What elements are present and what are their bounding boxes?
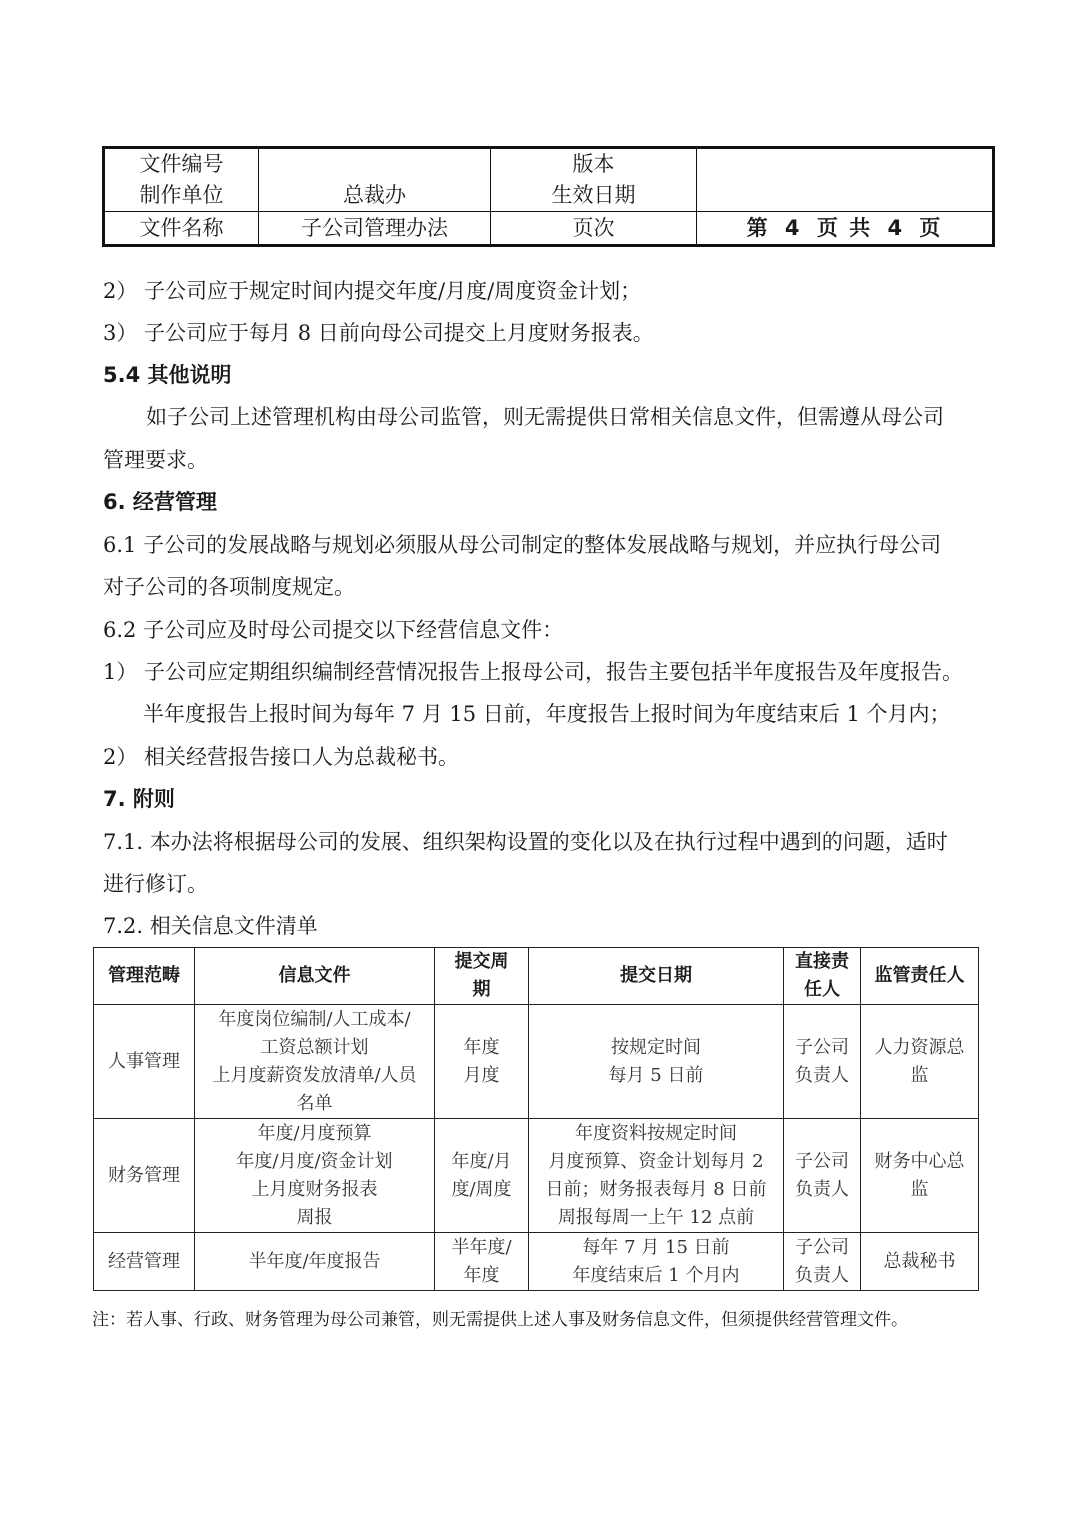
cell-line: 年度岗位编制/人工成本/ bbox=[218, 1008, 411, 1030]
cell-line: 日前；财务报表每月 8 日前 bbox=[545, 1178, 767, 1200]
cell-line: 负责人 bbox=[795, 1064, 849, 1086]
col-header-files: 信息文件 bbox=[195, 948, 435, 1005]
list-item: 2） 子公司应于规定时间内提交年度/月度/周度资金计划； bbox=[103, 279, 642, 303]
paragraph-5-4: 如子公司上述管理机构由母公司监管，则无需提供日常相关信息文件，但需遵从母公司 bbox=[146, 405, 944, 429]
cell-line: 半年度/年度报告 bbox=[248, 1250, 381, 1272]
paragraph-6-2: 6.2 子公司应及时母公司提交以下经营信息文件： bbox=[103, 618, 564, 642]
table-row bbox=[94, 1119, 979, 1233]
cell-line: 监 bbox=[910, 1178, 929, 1200]
cell-category: 人事管理 bbox=[94, 1005, 195, 1119]
cell-line: 年度/月度/资金计划 bbox=[236, 1150, 393, 1172]
cell-direct bbox=[784, 1119, 861, 1233]
cell-line: 年度 bbox=[463, 1264, 500, 1286]
label-doc-name: 文件名称 bbox=[104, 212, 259, 246]
cell-line: 子公司 bbox=[795, 1036, 849, 1058]
col-header-period bbox=[435, 948, 529, 1005]
section-heading-6: 6. 经营管理 bbox=[103, 490, 217, 514]
cell-supervisor bbox=[861, 1119, 979, 1233]
cell-line: 按规定时间 bbox=[611, 1036, 701, 1058]
label-effective-date: 生效日期 bbox=[551, 183, 636, 207]
header-label-cell bbox=[104, 148, 259, 212]
cell-line: 每年 7 月 15 日前 bbox=[582, 1236, 730, 1258]
producer-value-cell bbox=[259, 148, 491, 212]
cell-files bbox=[195, 1005, 435, 1119]
cell-line: 监 bbox=[910, 1064, 929, 1086]
document-header-table bbox=[102, 146, 995, 247]
table-header-row bbox=[94, 948, 979, 1005]
cell-direct bbox=[784, 1233, 861, 1291]
cell-period bbox=[435, 1119, 529, 1233]
col-header-direct-line: 任人 bbox=[804, 979, 840, 1000]
cell-date bbox=[529, 1233, 784, 1291]
list-item: 3） 子公司应于每月 8 日前向母公司提交上月度财务报表。 bbox=[103, 321, 654, 345]
cell-line: 子公司 bbox=[795, 1236, 849, 1258]
cell-date bbox=[529, 1119, 784, 1233]
cell-line: 名单 bbox=[296, 1092, 333, 1114]
page-suffix: 页 bbox=[919, 215, 943, 240]
cell-line: 工资总额计划 bbox=[260, 1036, 369, 1058]
page-total: 4 bbox=[887, 215, 905, 240]
cell-line: 财务中心总 bbox=[874, 1150, 965, 1172]
cell-period bbox=[435, 1005, 529, 1119]
cell-line: 月度预算、资金计划每月 2 bbox=[548, 1150, 764, 1172]
version-value-cell bbox=[697, 148, 994, 212]
cell-line: 年度/月 bbox=[451, 1150, 512, 1172]
doc-name-value: 子公司管理办法 bbox=[259, 212, 491, 246]
doc-number-value bbox=[259, 149, 490, 180]
cell-line: 半年度/ bbox=[451, 1236, 512, 1258]
cell-line: 人力资源总 bbox=[874, 1036, 965, 1058]
cell-date bbox=[529, 1005, 784, 1119]
cell-line: 子公司 bbox=[795, 1150, 849, 1172]
col-header-date: 提交日期 bbox=[529, 948, 784, 1005]
list-item: 2） 相关经营报告接口人为总裁秘书。 bbox=[103, 745, 460, 769]
cell-line: 上月度薪资发放清单/人员 bbox=[212, 1064, 417, 1086]
producer-value: 总裁办 bbox=[343, 183, 406, 207]
col-header-direct bbox=[784, 948, 861, 1005]
table-row bbox=[94, 1005, 979, 1119]
table-footnote: 注：若人事、行政、财务管理为母公司兼管，则无需提供上述人事及财务信息文件，但须提供经营管理文件。 bbox=[92, 1310, 908, 1330]
page-mid: 页 共 bbox=[816, 215, 873, 240]
label-version: 版本 bbox=[572, 152, 615, 176]
cell-line: 总裁秘书 bbox=[883, 1250, 956, 1272]
cell-line: 度/周度 bbox=[451, 1178, 512, 1200]
col-header-category: 管理范畴 bbox=[94, 948, 195, 1005]
cell-line: 月度 bbox=[463, 1064, 500, 1086]
section-heading-7: 7. 附则 bbox=[103, 787, 175, 811]
header-label-cell-b bbox=[491, 148, 697, 212]
cell-line: 年度结束后 1 个月内 bbox=[572, 1264, 740, 1286]
paragraph-7-1-cont: 进行修订。 bbox=[103, 872, 208, 896]
cell-supervisor bbox=[861, 1005, 979, 1119]
cell-category: 经营管理 bbox=[94, 1233, 195, 1291]
cell-line: 负责人 bbox=[795, 1264, 849, 1286]
paragraph-7-2: 7.2. 相关信息文件清单 bbox=[103, 914, 318, 938]
label-producer: 制作单位 bbox=[139, 183, 224, 207]
page-prefix: 第 bbox=[746, 215, 770, 240]
list-item: 1） 子公司应定期组织编制经营情况报告上报母公司，报告主要包括半年度报告及年度报告。 bbox=[103, 660, 964, 684]
cell-line: 年度资料按规定时间 bbox=[575, 1122, 737, 1144]
cell-line: 周报每周一上午 12 点前 bbox=[557, 1206, 755, 1228]
cell-direct bbox=[784, 1005, 861, 1119]
label-page: 页次 bbox=[491, 212, 697, 246]
cell-line: 每月 5 日前 bbox=[608, 1064, 704, 1086]
cell-supervisor bbox=[861, 1233, 979, 1291]
col-header-period-line: 期 bbox=[472, 979, 491, 1000]
cell-line: 上月度财务报表 bbox=[251, 1178, 378, 1200]
cell-period bbox=[435, 1233, 529, 1291]
cell-files bbox=[195, 1233, 435, 1291]
list-item-cont: 半年度报告上报时间为每年 7 月 15 日前，年度报告上报时间为年度结束后 1 个月内； bbox=[143, 702, 951, 726]
page-current: 4 bbox=[784, 215, 802, 240]
cell-line: 周报 bbox=[296, 1206, 333, 1228]
paragraph-6-1-cont: 对子公司的各项制度规定。 bbox=[103, 575, 355, 599]
col-header-period-line: 提交周 bbox=[454, 951, 509, 972]
cell-line: 年度/月度预算 bbox=[257, 1122, 372, 1144]
cell-files bbox=[195, 1119, 435, 1233]
cell-line: 负责人 bbox=[795, 1178, 849, 1200]
info-file-table bbox=[93, 947, 979, 1291]
cell-category: 财务管理 bbox=[94, 1119, 195, 1233]
page-indicator bbox=[697, 212, 994, 246]
paragraph-6-1: 6.1 子公司的发展战略与规划必须服从母公司制定的整体发展战略与规划，并应执行母公司 bbox=[103, 533, 942, 557]
col-header-direct-line: 直接责 bbox=[795, 951, 849, 972]
col-header-supervisor: 监管责任人 bbox=[861, 948, 979, 1005]
table-row bbox=[94, 1233, 979, 1291]
paragraph-5-4-cont: 管理要求。 bbox=[103, 448, 208, 472]
paragraph-7-1: 7.1. 本办法将根据母公司的发展、组织架构设置的变化以及在执行过程中遇到的问题，适时 bbox=[103, 830, 948, 854]
cell-line: 年度 bbox=[463, 1036, 500, 1058]
label-doc-number: 文件编号 bbox=[139, 152, 224, 176]
section-heading-5-4: 5.4 其他说明 bbox=[103, 363, 232, 387]
